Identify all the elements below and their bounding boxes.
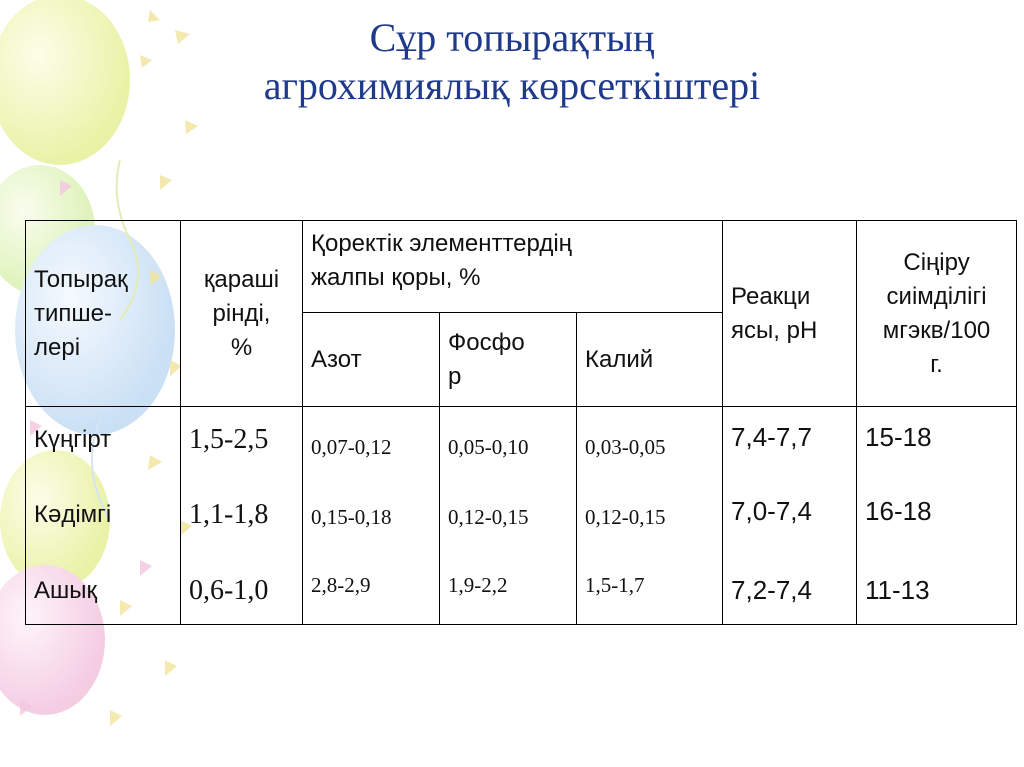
cell-text: Сіңіру xyxy=(903,248,970,276)
table-cell: 0,15-0,18 xyxy=(311,505,392,529)
table-cell: Ашық xyxy=(34,576,98,604)
cell-text: р xyxy=(448,362,462,390)
header-nutrients-group xyxy=(303,221,723,313)
header-humus xyxy=(181,221,303,407)
table-cell: 0,05-0,10 xyxy=(448,435,529,459)
col-potassium xyxy=(577,407,723,625)
table-cell: 0,12-0,15 xyxy=(448,505,529,529)
header-phosphorus xyxy=(440,313,577,407)
slide-title xyxy=(0,14,1024,110)
cell-text: қараші xyxy=(203,265,280,293)
table-cell: 1,5-2,5 xyxy=(189,423,269,455)
table-cell: 0,6-1,0 xyxy=(189,574,269,606)
title-line-1: Сұр топырақтың xyxy=(369,15,655,60)
cell-text: рінді, xyxy=(212,299,271,327)
table-cell: 0,12-0,15 xyxy=(585,505,666,529)
table-cell: 11-13 xyxy=(865,574,930,605)
header-potassium: Калий xyxy=(577,313,723,407)
cell-text: лері xyxy=(34,333,81,361)
cell-text: типше- xyxy=(34,299,112,327)
table-cell: 7,0-7,4 xyxy=(731,495,812,526)
table-cell: 1,1-1,8 xyxy=(189,498,269,530)
cell-text: сиімділігі xyxy=(886,282,987,310)
col-phosphorus xyxy=(440,407,577,625)
table-cell: 0,07-0,12 xyxy=(311,435,392,459)
cell-text: Фосфо xyxy=(448,328,525,356)
col-humus xyxy=(181,407,303,625)
table-cell: 1,9-2,2 xyxy=(448,573,508,597)
cell-text: мгэкв/100 xyxy=(882,316,991,344)
table-cell: 7,2-7,4 xyxy=(731,574,812,605)
cell-text: Топырақ xyxy=(34,265,128,293)
cell-text: Қоректік элементтердің xyxy=(311,230,572,257)
cell-text: % xyxy=(230,333,253,361)
header-absorption xyxy=(857,221,1017,407)
col-absorption xyxy=(857,407,1017,625)
header-reaction xyxy=(723,221,857,407)
col-soil-type xyxy=(26,407,181,625)
header-nitrogen: Азот xyxy=(303,313,440,407)
cell-text: г. xyxy=(930,350,943,378)
table-cell: 2,8-2,9 xyxy=(311,573,371,597)
header-soil-type xyxy=(26,221,181,407)
table-cell: Күңгірт xyxy=(34,425,112,453)
table-cell: 15-18 xyxy=(865,421,932,452)
col-reaction xyxy=(723,407,857,625)
table-cell: 0,03-0,05 xyxy=(585,435,666,459)
table-cell: Кәдімгі xyxy=(34,500,112,528)
table-cell: 7,4-7,7 xyxy=(731,421,812,452)
cell-text: жалпы қоры, % xyxy=(311,264,481,291)
agrochemical-table xyxy=(25,220,1017,625)
cell-text: Реакци xyxy=(731,282,811,310)
table-cell: 16-18 xyxy=(865,495,932,526)
table-cell: 1,5-1,7 xyxy=(585,573,645,597)
cell-text: ясы, рН xyxy=(731,316,818,344)
title-line-2: агрохимиялық көрсеткіштері xyxy=(263,63,761,108)
col-nitrogen xyxy=(303,407,440,625)
